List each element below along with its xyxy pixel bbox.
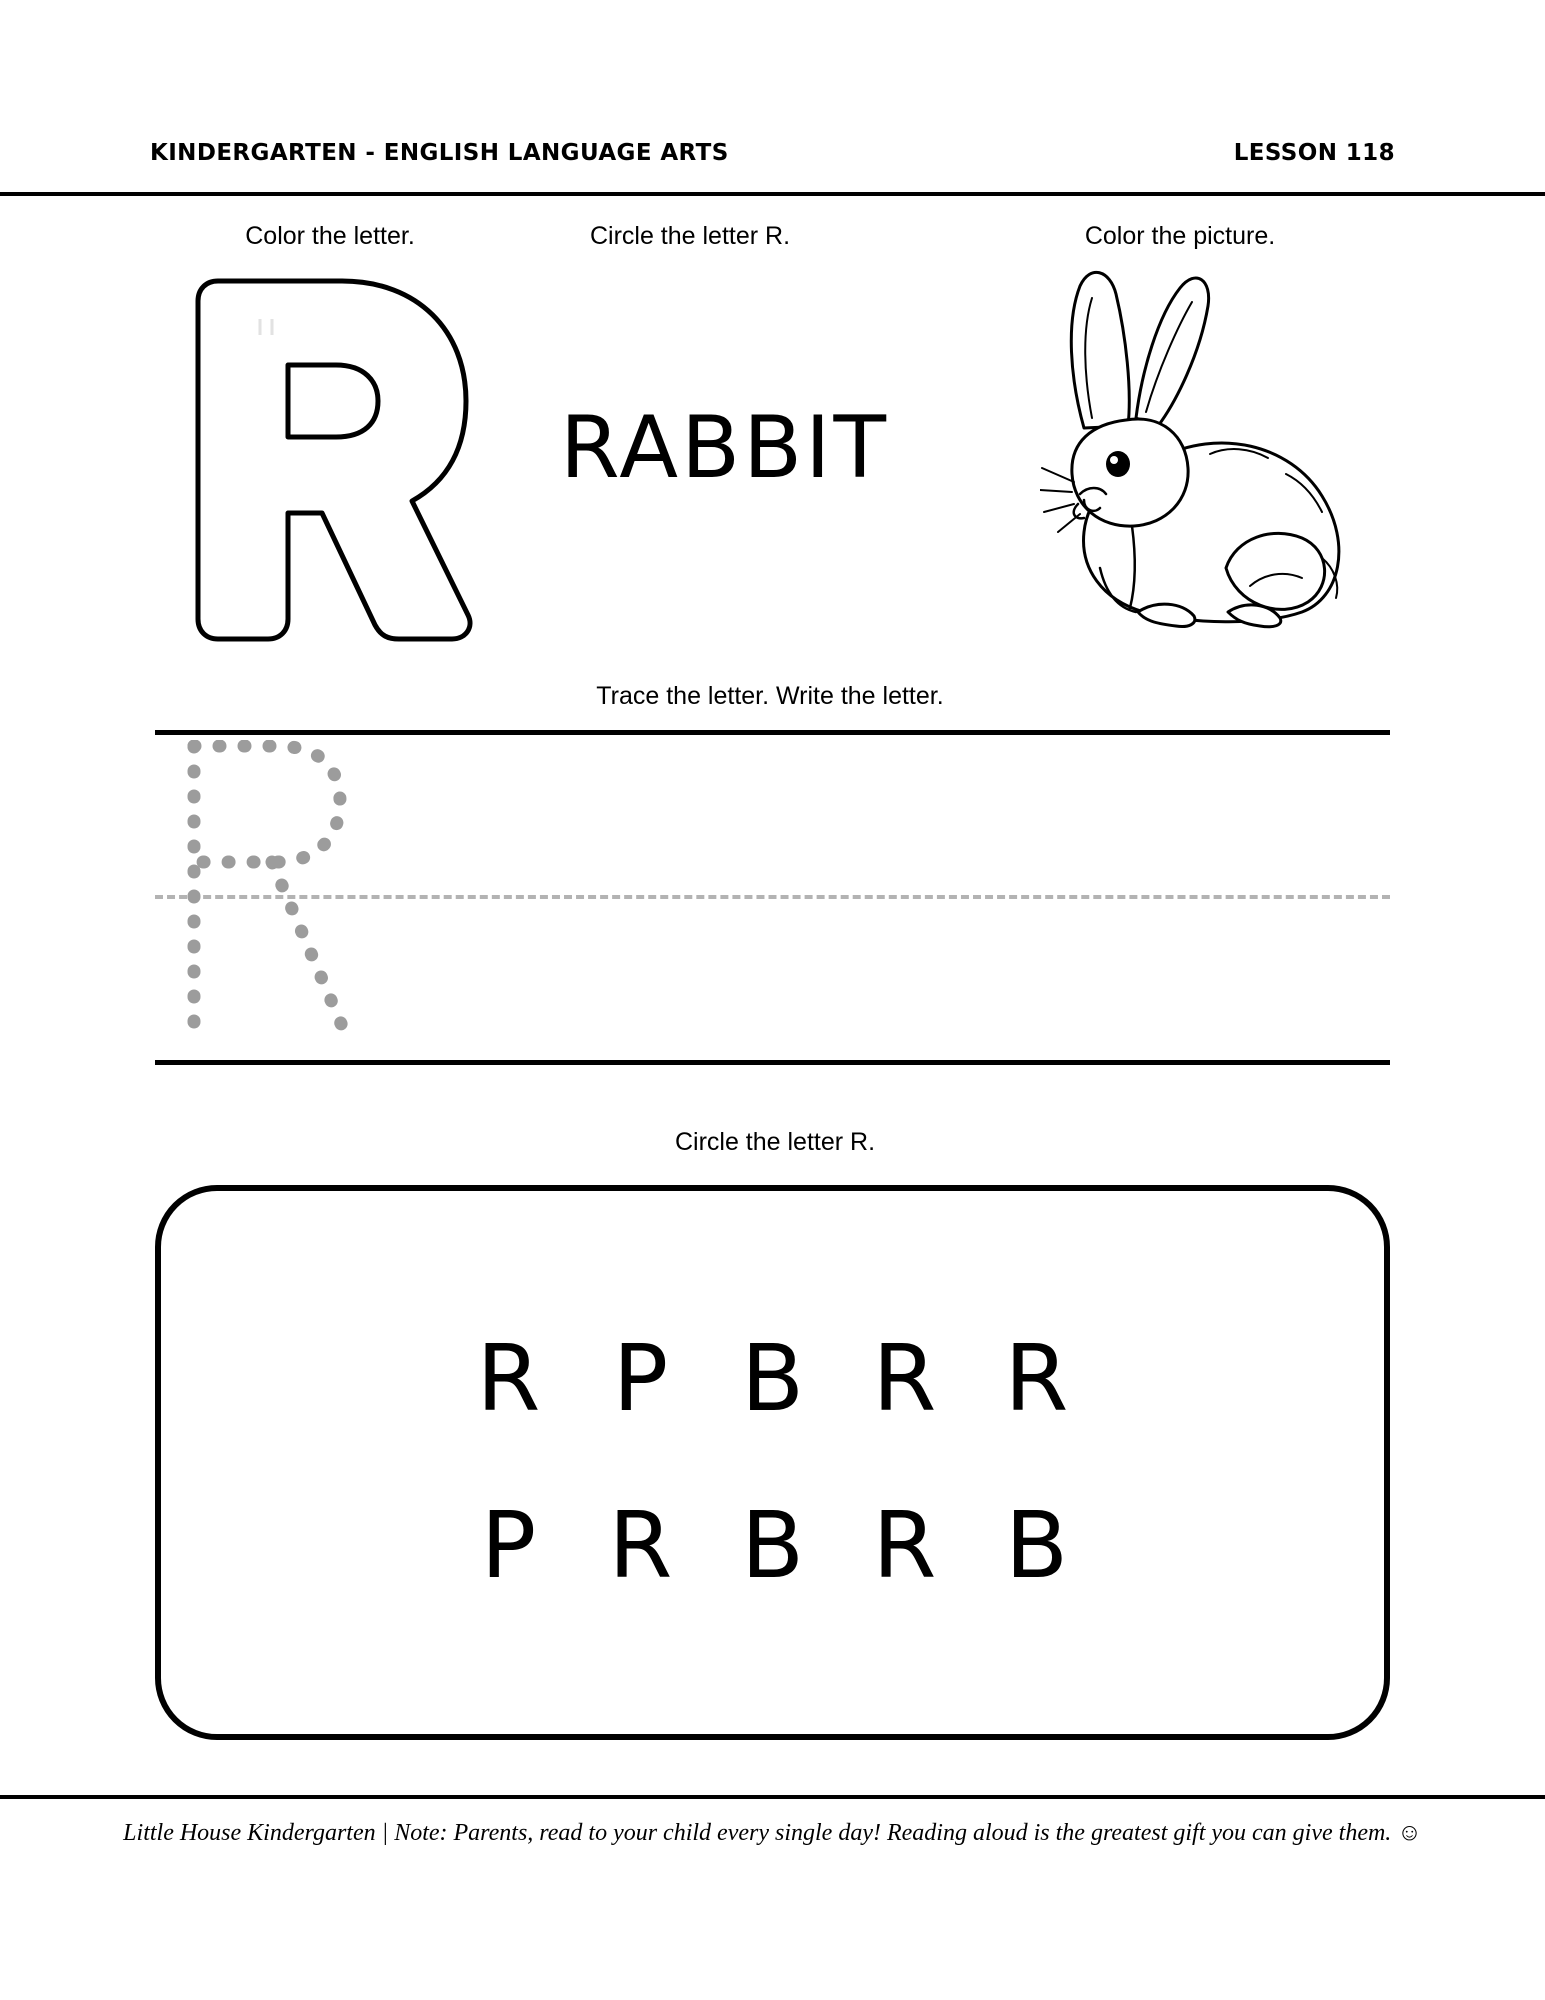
letter-cell[interactable]: R (608, 1492, 673, 1599)
label-circle-the-letter-grid: Circle the letter R. (674, 1128, 876, 1156)
word-rabbit[interactable]: RABBIT (560, 398, 889, 498)
letter-row (161, 1325, 1384, 1432)
header-title: KINDERGARTEN - ENGLISH LANGUAGE ARTS (150, 140, 729, 166)
header-lesson-number: LESSON 118 (1233, 140, 1395, 166)
dotted-trace-letter-r[interactable] (180, 740, 380, 1050)
letter-cell[interactable]: R (1004, 1325, 1069, 1432)
rabbit-illustration[interactable] (1040, 268, 1370, 648)
label-trace-the-letter: Trace the letter. Write the letter. (596, 682, 944, 710)
trace-top-line (155, 730, 1390, 735)
trace-band[interactable] (155, 730, 1390, 1065)
trace-bottom-line (155, 1060, 1390, 1065)
label-color-the-picture: Color the picture. (1084, 222, 1276, 250)
letter-cell[interactable]: P (480, 1492, 537, 1599)
header-divider (0, 192, 1545, 196)
letter-cell[interactable]: R (476, 1325, 541, 1432)
letter-cell[interactable]: B (740, 1325, 805, 1432)
letter-row (161, 1492, 1384, 1599)
letter-cell[interactable]: R (872, 1492, 937, 1599)
footer-note: Little House Kindergarten | Note: Parents, read to your child every single day! Reading aloud is the greatest gift you can give them. ☺ (123, 1820, 1422, 1846)
letter-cell[interactable]: B (740, 1492, 805, 1599)
letter-grid (161, 1191, 1384, 1734)
letter-cell[interactable]: R (872, 1325, 937, 1432)
footer-divider (0, 1795, 1545, 1799)
outline-letter-r[interactable] (190, 275, 480, 645)
letter-circle-box[interactable] (155, 1185, 1390, 1740)
page-header (150, 140, 1395, 166)
label-circle-the-letter-word: Circle the letter R. (589, 222, 791, 250)
letter-cell[interactable]: B (1004, 1492, 1069, 1599)
letter-cell[interactable]: P (612, 1325, 669, 1432)
label-color-the-letter: Color the letter. (245, 222, 415, 250)
